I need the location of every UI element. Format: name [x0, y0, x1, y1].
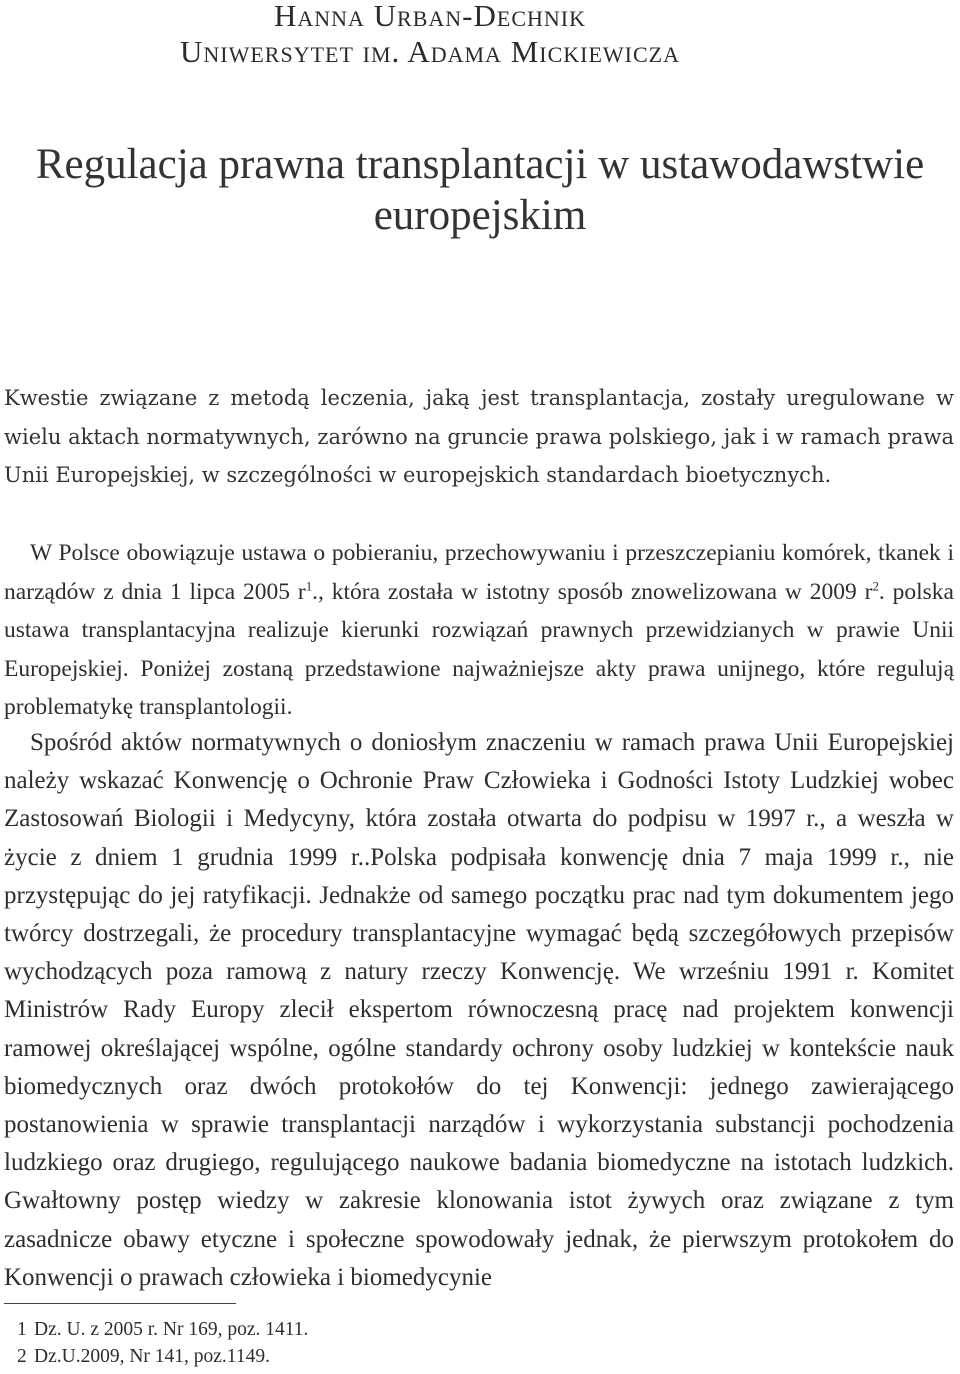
paragraph-3-text: Spośród aktów normatywnych o doniosłym znaczeniu w ramach prawa Unii Europejskiej należy wskazać Konwencję o Ochronie Praw Człowieka i Godności Istoty Ludzkiej wobec Zastosowań Biologii i Medycyny, która została otwarta do podpisu w 1997 r., a weszła w życie z dniem 1 grudnia 1999 r..Polska podpisała konwencję dnia 7 maja 1999 r., nie przystępując do jej ratyfikacji. Jednakże od samego początku prac nad tym dokumentem jego twórcy dostrzegali, że procedury transplantacyjne wymagać będą szczegółowych przepisów wychodzących poza ramową z natury rzeczy Konwencję. We wrześniu 1991 r. Komitet Ministrów Rady Europy zlecił ekspertom równoczesną pracę nad projektem konwencji ramowej określającej wspólne, ogólne standardy ochrony osoby ludzkiej w kontekście nauk biomedycznych oraz dwóch protokołów do tej Konwencji: jednego zawierającego postanowienia w sprawie transplantacji narządów i wykorzystania substancji pochodzenia ludzkiego oraz drugiego, regulującego naukowe badania biomedyczne na istotach ludzkich. Gwałtowny postęp wiedzy w zakresie klonowania istot żywych oraz związane z tym zasadnicze obawy etyczne i społeczne spowodowały jednak, że pierwszym protokołem do Konwencji o prawach człowieka i biomedycynie	[4, 729, 954, 1291]
paragraph-2-text-a: W Polsce obowiązuje ustawa o pobieraniu, przechowywaniu i przeszczepianiu komórek, tkanek i narządów z dnia 1 lipca 2005 r	[4, 540, 954, 605]
paragraph-1	[4, 379, 954, 495]
footnote-divider	[4, 1303, 236, 1304]
footnote-1-number: 1	[17, 1319, 27, 1340]
footnote-ref-2[interactable]: 2	[872, 578, 879, 594]
author-name: Hanna Urban-Dechnik	[273, 0, 586, 33]
paragraph-2-text-b: ., która została w istotny sposób znowelizowana w 2009 r	[312, 578, 873, 605]
footnote-ref-1[interactable]: 1	[305, 578, 313, 594]
footnote-2-number: 2	[17, 1346, 27, 1367]
article-title: Regulacja prawna transplantacji w ustawodawstwie europejskim	[35, 141, 925, 239]
footnote-2-text: Dz.U.2009, Nr 141, poz.1149.	[34, 1346, 270, 1367]
author-affiliation: Uniwersytet im. Adama Mickiewicza	[179, 34, 680, 69]
footnote-2	[17, 1345, 270, 1369]
paragraph-2	[4, 534, 954, 727]
paragraph-2-text-c: . polska ustawa transplantacyjna realizuje kierunki rozwiązań prawnych przewidzianych w prawie Unii Europejskiej. Poniżej zostaną przedstawione najważniejsze akty prawa unijnego, które regulują problematykę transplantologii.	[4, 578, 954, 720]
paragraph-1-text: Kwestie związane z metodą leczenia, jaką jest transplantacja, zostały uregulowane w wielu aktach normatywnych, zarówno na gruncie prawa polskiego, jak i w ramach prawa Unii Europejskiej, w szczególności w europejskich standardach bioetycznych.	[4, 386, 954, 487]
footnote-1	[17, 1318, 308, 1342]
paragraph-3	[4, 724, 954, 1297]
footnote-1-text: Dz. U. z 2005 r. Nr 169, poz. 1411.	[34, 1319, 309, 1340]
